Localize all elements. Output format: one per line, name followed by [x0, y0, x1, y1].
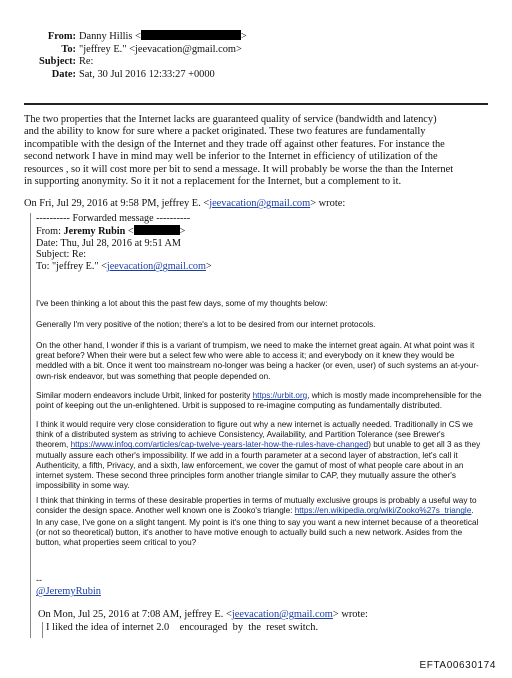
- header-date-row: [24, 69, 247, 82]
- quoted-paragraph: In any case, I've gone on a slight tangent. My point is it's one thing to say you want a new internet because of a theoretical (or not so theoretical) button, it's another to have motive enough to actually build such a new network. Asides from the button, what properties seem critical to you?: [36, 518, 479, 548]
- document-id: EFTA00630174: [419, 660, 496, 671]
- redaction-box: [134, 225, 180, 235]
- date-value: Sat, 30 Jul 2016 12:33:27 +0000: [79, 68, 215, 80]
- quoted-from-row: From: Jeremy Rubin < >: [36, 225, 186, 237]
- date-label: Date:: [51, 68, 76, 80]
- body-line: resources , so it will cost more per bit to send a message. It will probably be worse the than the Internet: [24, 163, 454, 175]
- email-body: [24, 114, 490, 188]
- nested-intro: On Mon, Jul 25, 2016 at 7:08 AM, jeffrey E. <jeevacation@gmail.com> wrote:: [38, 609, 368, 620]
- quoted-paragraph: I think that thinking in terms of these desirable properties in terms of mutually exclusive groups is probably a useful way to consider the design space. Another well known one is Zooko's triangle: https://en.wikipedia.org/wiki/Zooko%27s_triangle.: [36, 496, 477, 516]
- quoted-from-name: Jeremy Rubin: [63, 225, 126, 237]
- signature: [36, 586, 101, 597]
- subject-label: Subject:: [39, 56, 76, 68]
- quoted-header: [36, 213, 212, 273]
- email-link[interactable]: jeevacation@gmail.com: [209, 198, 311, 209]
- header-subject-row: [24, 56, 247, 69]
- signature-dash: --: [36, 575, 42, 585]
- quoted-paragraph: Similar modern endeavors include Urbit, linked for posterity https://urbit.org, which is mostly made incomprehensible for the point of keeping out the un-enlightened. Urbit is supposed to re-imagine computing as fundamentally distributed.: [36, 391, 482, 411]
- from-name: Danny Hillis <: [79, 31, 141, 42]
- signature-handle-link[interactable]: @JeremyRubin: [36, 586, 101, 597]
- email-link[interactable]: jeevacation@gmail.com: [106, 261, 206, 273]
- quoted-paragraph: On the other hand, I wonder if this is a variant of trumpism, we need to make the internet great again. At what point was it great before? When their were but a select few who were able to access it; and everybody on it knew they would be meddled with a bit. Once it went too mainstream no-longer was being a hacker (or even, user) of such systems an at-your- own-risk endeavor, but was something that people depended on.: [36, 341, 479, 381]
- body-line: incompatible with the design of the Internet and they trade off against other features. For instance the: [24, 138, 445, 150]
- quoted-paragraph: I've been thinking a lot about this the past few days, some of my thoughts below:: [36, 299, 328, 308]
- subject-value: Re:: [79, 56, 94, 68]
- email-link[interactable]: jeevacation@gmail.com: [231, 609, 333, 620]
- quoted-subject-row: Subject: Re:: [36, 249, 87, 261]
- quoted-paragraph: Generally I'm very positive of the notion; there's a lot to be desired from our internet protocols.: [36, 320, 376, 329]
- header-divider: [24, 103, 488, 105]
- forwarded-separator: ---------- Forwarded message ----------: [36, 213, 191, 224]
- from-label: From:: [47, 31, 76, 42]
- header-from-row: From: Danny Hillis < >: [24, 30, 247, 44]
- quote-bar: [30, 213, 31, 638]
- quoted-to-row: To: "jeffrey E." <jeevacation@gmail.com>: [36, 261, 212, 273]
- email-header: [24, 30, 247, 81]
- body-line: in supporting anonymity. So it it not a replacement for the Internet, but a complement to it.: [24, 176, 402, 188]
- to-value: "jeffrey E." <jeevacation@gmail.com>: [79, 43, 242, 55]
- body-line: second network I have in mind may well be inferior to the Internet in efficiency of utilization of the: [24, 151, 438, 163]
- zooko-link[interactable]: https://en.wikipedia.org/wiki/Zooko%27s_triangle: [294, 506, 472, 516]
- infoq-link[interactable]: https://www.infoq.com/articles/cap-twelve-years-later-how-the-rules-have-changed: [70, 440, 369, 450]
- quoted-paragraph: I think it would require very close consideration to figure out why a new internet is actually needed. Traditionally in CS we think of a distributed system as striving to achieve Consistency, Availability, and Partition Tolerance (see Brewer's theorem, https://www.infoq.com/articles/cap-twelve-years-later-how-the-rules-have-changed) but unable to get all 3 as they mutually assure each other's impossibility. If we add in a fourth parameter at a second layer of abstraction, let's call it Authenticity, a fifth, Privacy, and a sixth, law enforcement, we cover the gamut of most of what people care about in an internet system. These second three principles form another triangle similar to CAP, they mutually assure the other's impossibility in some way.: [36, 420, 481, 491]
- urbit-link[interactable]: https://urbit.org: [252, 391, 308, 400]
- nested-quoted-text: I liked the idea of internet 2.0 encouraged by the reset switch.: [46, 622, 319, 633]
- nested-quote-bar: [42, 622, 43, 638]
- forward-intro: On Fri, Jul 29, 2016 at 9:58 PM, jeffrey E. <jeevacation@gmail.com> wrote:: [24, 198, 346, 209]
- to-label: To:: [61, 43, 76, 55]
- header-to-row: [24, 44, 247, 57]
- quoted-date-row: Date: Thu, Jul 28, 2016 at 9:51 AM: [36, 237, 181, 249]
- redaction-box: [141, 30, 241, 40]
- body-line: and the ability to know for sure where a packet originated. These two features are fundamentally: [24, 126, 426, 138]
- body-line: The two properties that the Internet lacks are guaranteed quality of service (bandwidth and latency): [24, 114, 437, 125]
